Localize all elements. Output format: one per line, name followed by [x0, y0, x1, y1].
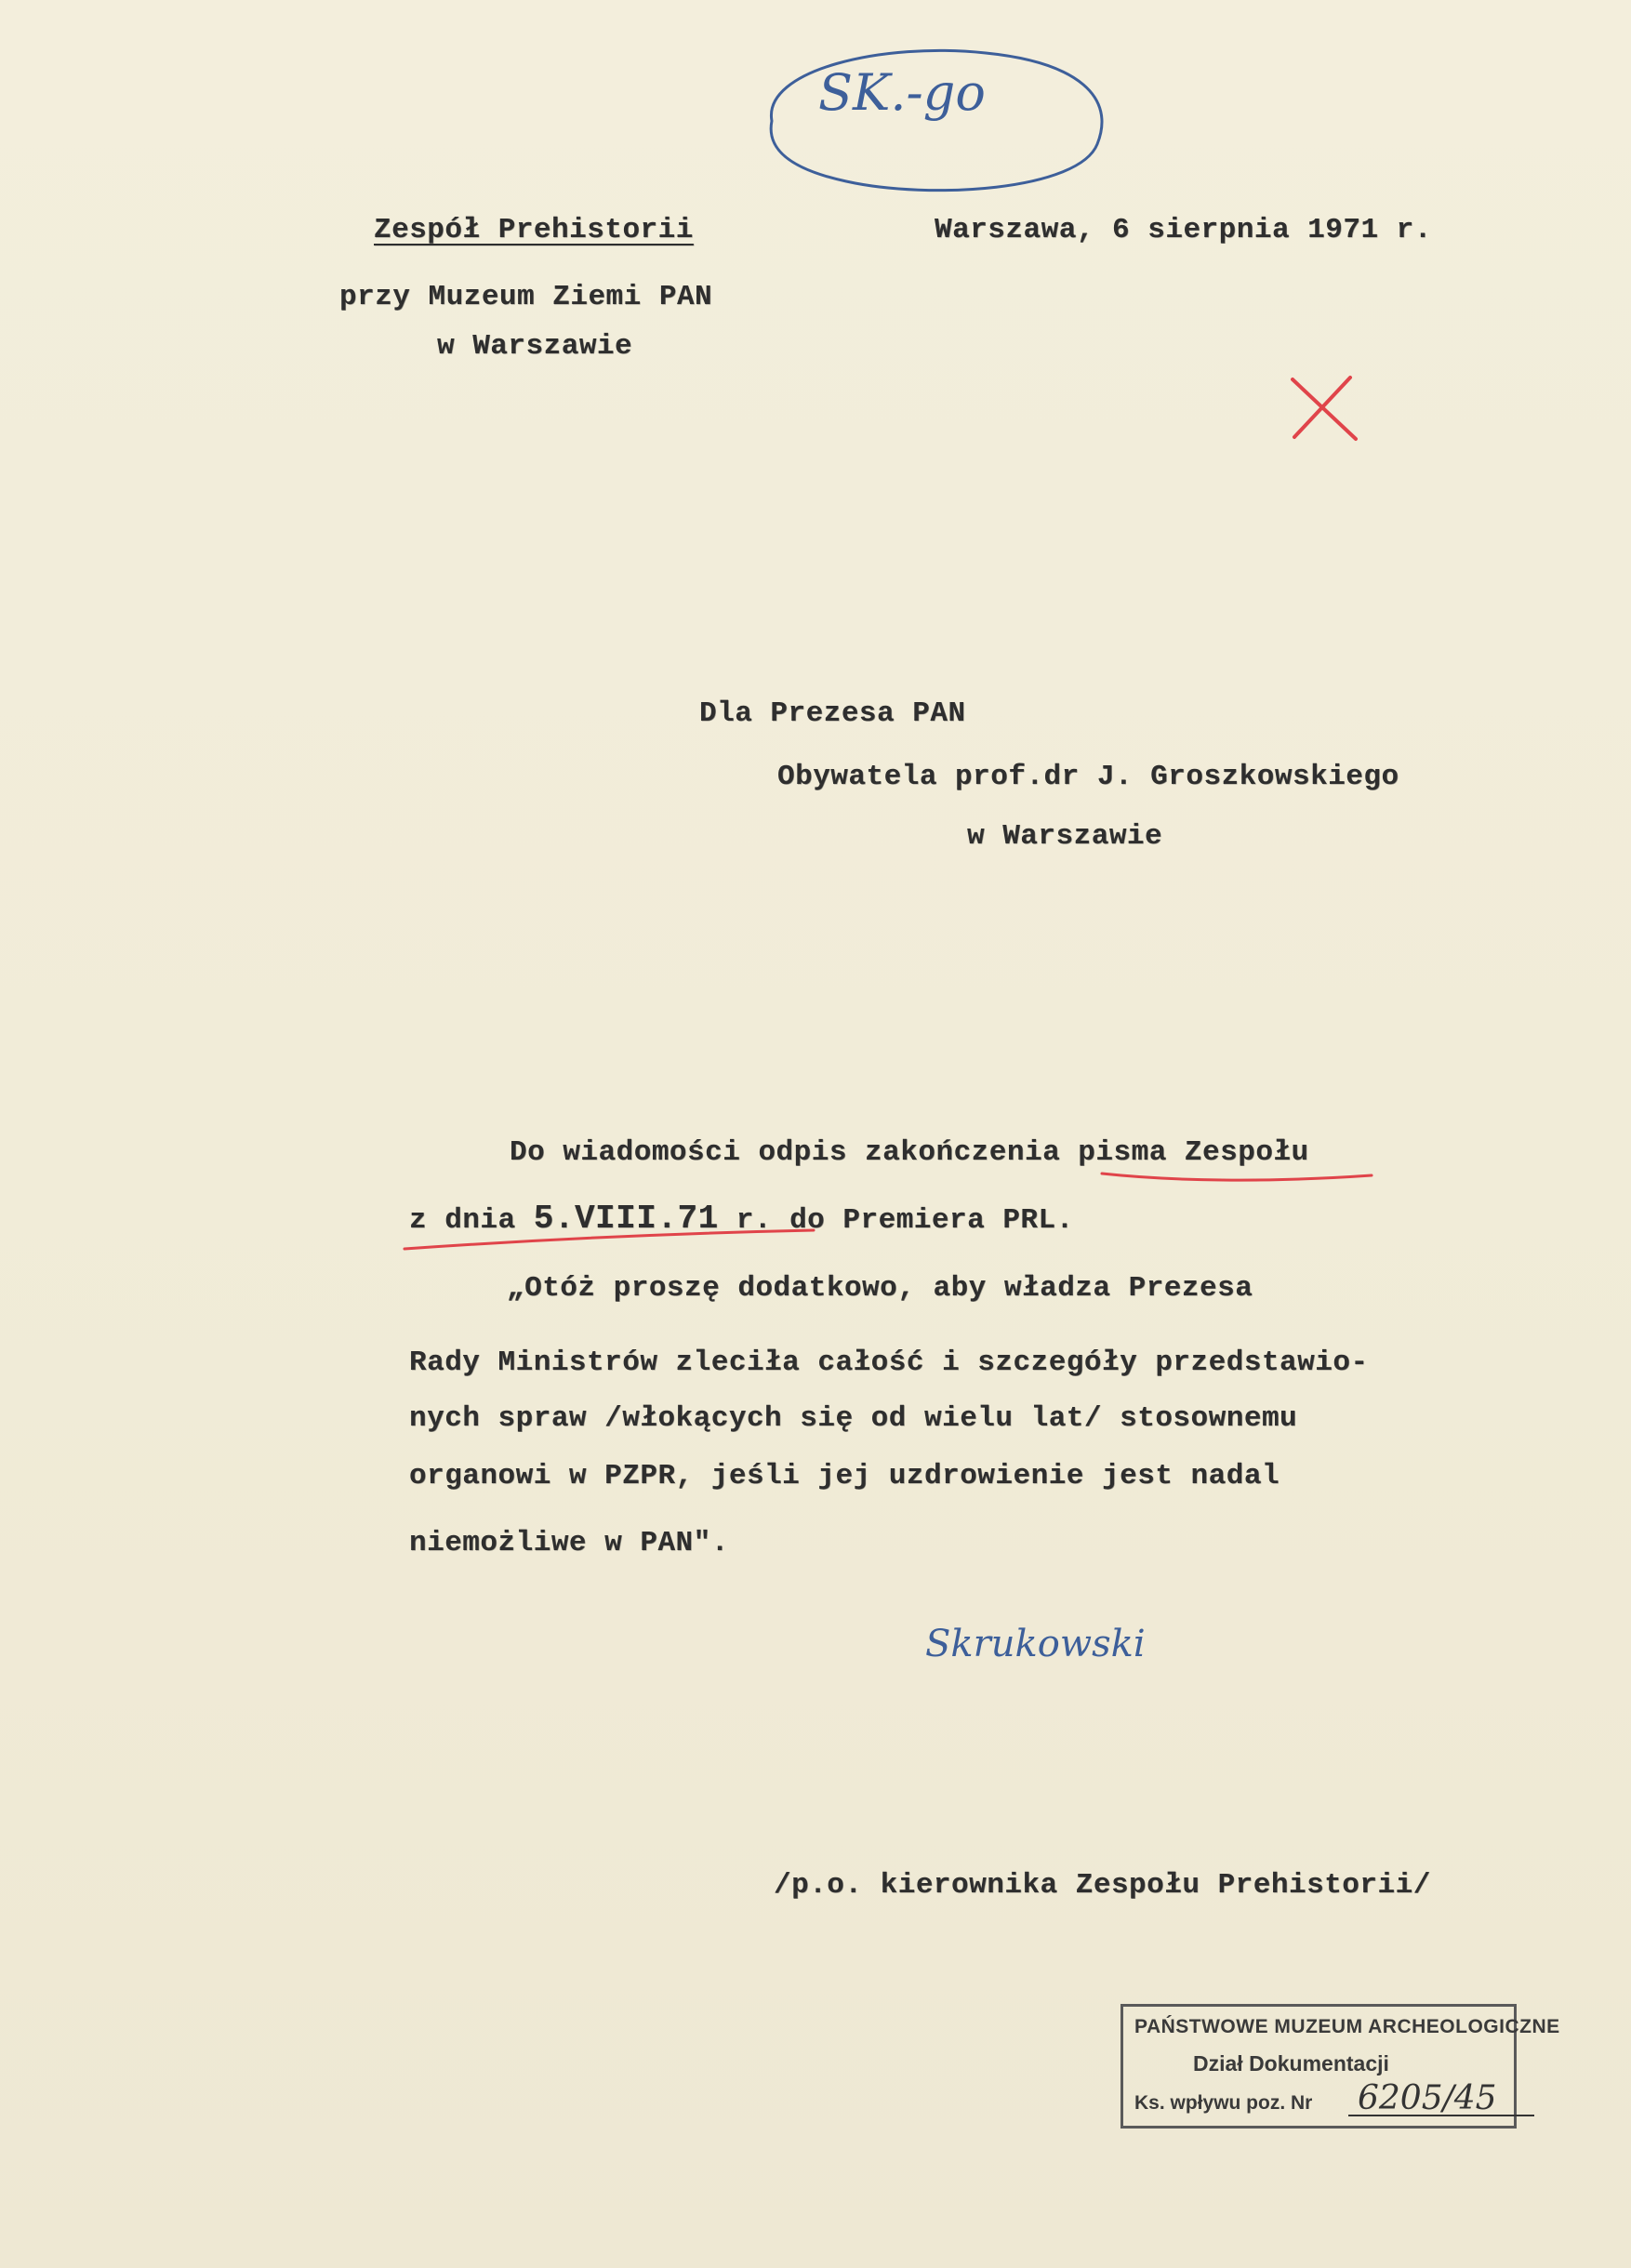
- red-underline-2: [400, 1214, 818, 1260]
- archive-ref-text: SK.-go: [818, 63, 986, 122]
- quote-line-4: organowi w PZPR, jeśli jej uzdrowienie jest nadal: [409, 1460, 1280, 1492]
- body-intro-2-c: r. do Premiera PRL.: [718, 1204, 1074, 1237]
- stamp-line-3-label: Ks. wpływu poz. Nr: [1134, 2092, 1313, 2114]
- addressee-line-3: w Warszawie: [967, 820, 1163, 853]
- org-line-3: w Warszawie: [437, 330, 633, 363]
- addressee-line-2: Obywatela prof.dr J. Groszkowskiego: [777, 761, 1399, 793]
- signature-handwritten: Skrukowski: [925, 1623, 1146, 1665]
- org-line-2: przy Muzeum Ziemi PAN: [339, 281, 713, 313]
- red-x-mark: [1283, 372, 1367, 446]
- quote-line-2: Rady Ministrów zleciła całość i szczegóły przedstawio-: [409, 1346, 1369, 1379]
- body-intro-underlined: pisma Zespołu: [1078, 1136, 1309, 1169]
- org-name: Zespół Prehistorii: [374, 214, 694, 246]
- red-underline-1: [1097, 1162, 1376, 1190]
- body-intro-text: Do wiadomości odpis zakończenia: [510, 1136, 1079, 1169]
- stamp-number-handwritten: 6205/45: [1358, 2079, 1497, 2117]
- quote-line-5: niemożliwe w PAN".: [409, 1527, 729, 1559]
- stamp-line-2: Dział Dokumentacji: [1193, 2051, 1389, 2076]
- addressee-line-1: Dla Prezesa PAN: [699, 697, 966, 730]
- place-date: Warszawa, 6 sierpnia 1971 r.: [935, 214, 1432, 246]
- signature-title: /p.o. kierownika Zespołu Prehistorii/: [774, 1869, 1431, 1902]
- quote-line-1: „Otóż proszę dodatkowo, aby władza Prezesa: [507, 1272, 1253, 1305]
- quote-line-3: nych spraw /włokących się od wielu lat/ stosownemu: [409, 1402, 1298, 1435]
- stamp-line-1: PAŃSTWOWE MUZEUM ARCHEOLOGICZNE: [1134, 2016, 1560, 2037]
- body-intro-2-date: 5.VIII.71: [533, 1200, 719, 1238]
- stamp-number-line: [1348, 2111, 1534, 2120]
- body-intro-2-a: z dnia: [409, 1204, 534, 1237]
